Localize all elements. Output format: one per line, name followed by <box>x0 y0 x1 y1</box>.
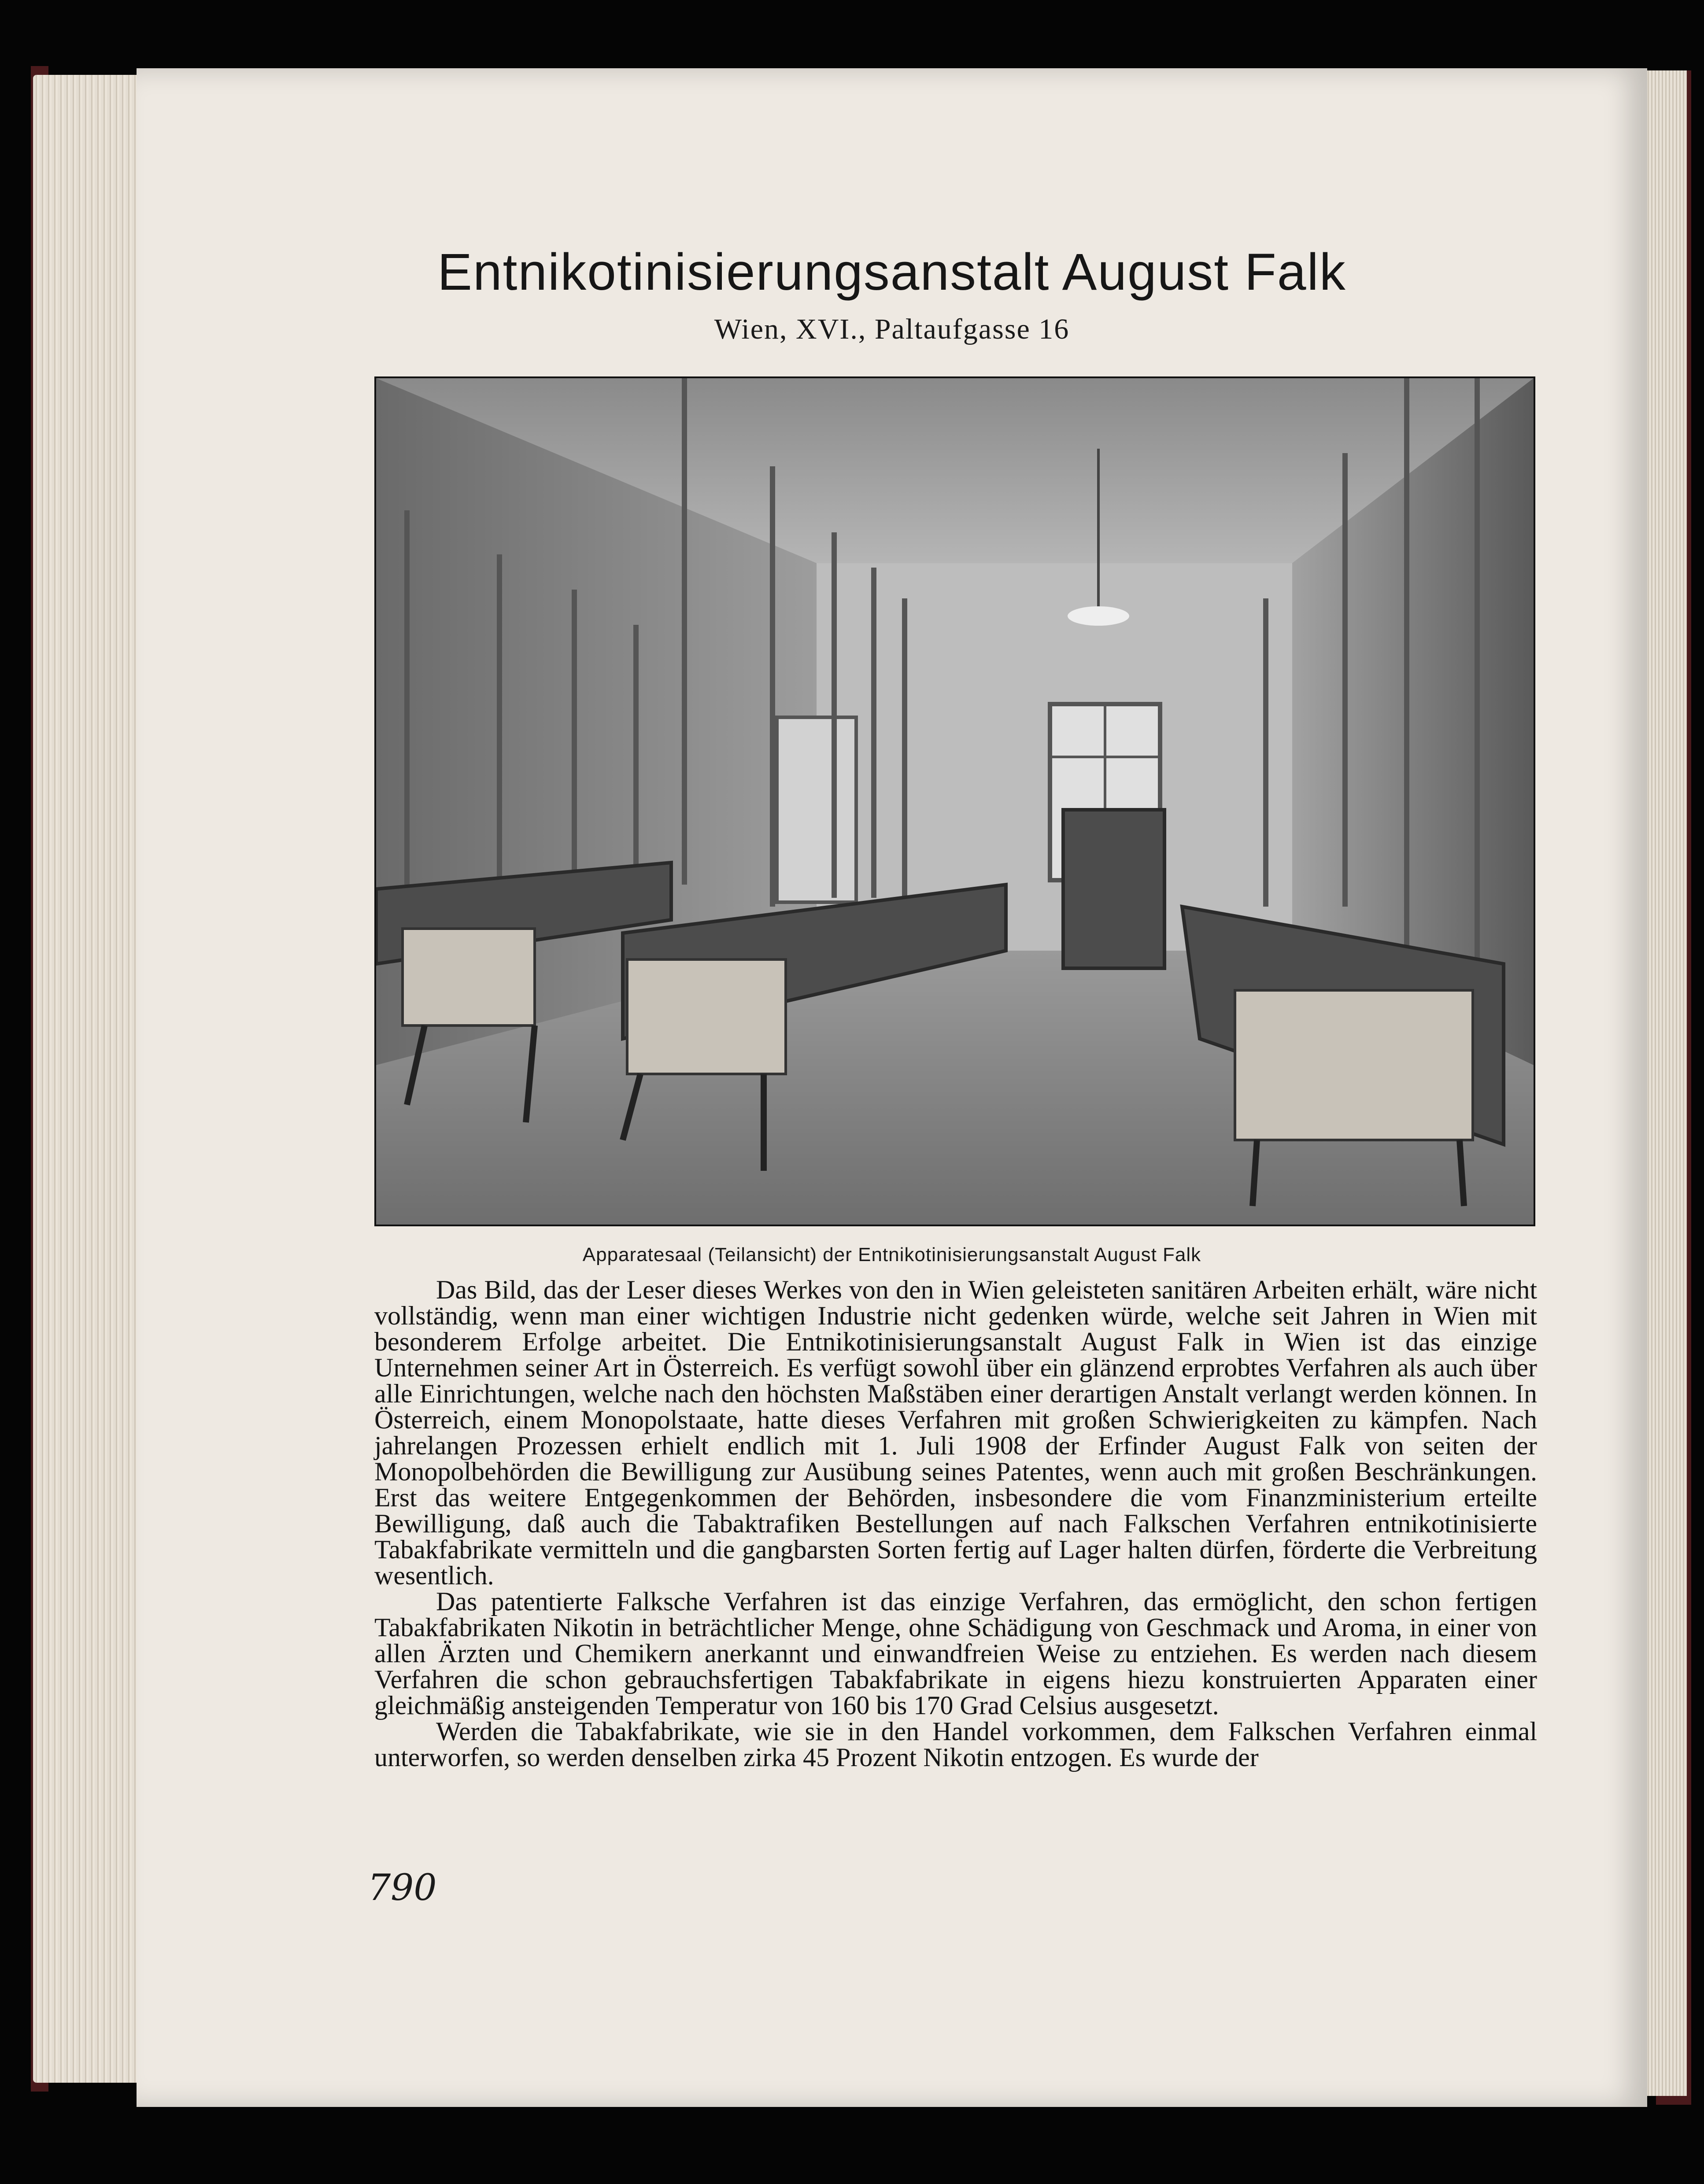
page-number: 790 <box>368 1867 437 1909</box>
paragraph-1: Das Bild, das der Leser dieses Werkes von den in Wien geleisteten sanitären Arbeiten erhält, wäre nicht vollständig, wenn man einer wichtigen Industrie nicht gedenken würde, welche seit Jahren in Wien mit besonderem Erfolge arbeitet. Die Entnikotinisierungsanstalt August Falk in Wien ist das einzige Unternehmen seiner Art in Österreich. Es verfügt sowohl über ein glänzend erprobtes Verfahren als auch über alle Einrichtungen, welche nach den höchsten Maßstäben einer derartigen Anstalt verlangt werden können. In Österreich, einem Monopolstaate, hatte dieses Verfahren mit großen Schwierigkeiten zu kämpfen. Nach jahrelangen Prozessen erhielt endlich mit 1. Juli 1908 der Erfinder August Falk von seiten der Monopolbehörden die Bewilligung zur Ausübung seines Patentes, wenn auch mit großen Beschränkungen. Erst das weitere Entgegenkommen der Behörden, insbesondere die vom Finanzministerium erteilte Bewilligung, daß auch die Tabaktrafiken Bestellungen auf nach Falkschen Verfahren entnikotinisierte Tabakfabrikate vermitteln und die gangbarsten Sorten fertig auf Lager halten dürfen, förderte die Verbreitung wesentlich. <box>374 1275 1537 1590</box>
page-title: Entnikotinisierungsanstalt August Falk <box>437 243 1346 301</box>
photo-caption: Apparatesaal (Teilansicht) der Entnikotinisierungsanstalt August Falk <box>582 1244 1201 1265</box>
paragraph-3: Werden die Tabakfabrikate, wie sie in den Handel vorkommen, dem Falkschen Verfahren einmal unterworfen, so werden denselben zirka 45 Prozent Nikotin entzogen. Es wurde der <box>374 1717 1537 1772</box>
book-page <box>137 68 1647 2107</box>
paragraph-2: Das patentierte Falksche Verfahren ist das einzige Verfahren, das ermöglicht, den schon fertigen Tabakfabrikaten Nikotin in beträchtlicher Menge, ohne Schädigung von Geschmack und Aroma, in einer von allen Ärzten und Chemikern anerkannt und einwandfreien Weise zu entziehen. Es werden nach diesem Verfahren die schon gebrauchsfertigen Tabakfabrikate in eigens hiezu konstruierten Apparaten einer gleichmäßig ansteigenden Temperatur von 160 bis 170 Grad Celsius ausgesetzt. <box>374 1587 1537 1720</box>
page-subtitle: Wien, XVI., Paltaufgasse 16 <box>714 313 1070 345</box>
page-stack-left <box>33 75 148 2083</box>
article-body <box>374 1277 1537 1771</box>
factory-hall-photo <box>374 376 1535 1226</box>
